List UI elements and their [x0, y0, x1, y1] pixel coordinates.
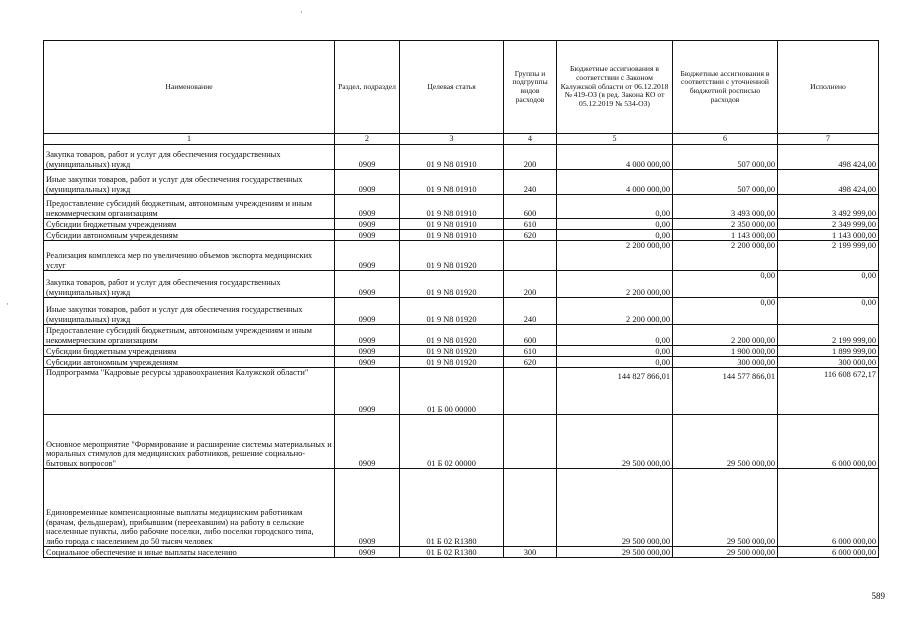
- table-row: [44, 271, 879, 298]
- row-refined-amount: 507 000,00: [673, 145, 778, 170]
- row-executed-amount: 1 899 999,00: [778, 346, 879, 357]
- row-law-amount: 0,00: [557, 195, 673, 219]
- row-refined-amount: 507 000,00: [673, 170, 778, 195]
- column-number: 4: [504, 134, 557, 145]
- row-group: 610: [504, 219, 557, 230]
- row-group: [504, 415, 557, 469]
- table-row: [44, 145, 879, 170]
- row-executed-amount: 300 000,00: [778, 357, 879, 368]
- row-group: 600: [504, 325, 557, 346]
- row-group: 200: [504, 145, 557, 170]
- row-executed-amount: 498 424,00: [778, 170, 879, 195]
- row-group: [504, 368, 557, 415]
- row-group: 300: [504, 547, 557, 558]
- table-row: [44, 195, 879, 219]
- row-name: Предоставление субсидий бюджетным, автономным учреждениям и иным некоммерческим организациям: [44, 195, 335, 219]
- row-name: Единовременные компенсационные выплаты медицинским работникам (врачам, фельдшерам), прибывшим (переехавшим) на работу в сельские населенные пункты, либо рабочие поселки, либо поселки городского типа, либо города с населением до 50 тысяч человек: [44, 469, 335, 547]
- row-name: Закупка товаров, работ и услуг для обеспечения государственных (муниципальных) нужд: [44, 271, 335, 298]
- row-target: 01 9 N8 01920: [400, 346, 504, 357]
- row-law-amount: 144 827 866,01: [557, 368, 673, 415]
- row-section: 0909: [335, 298, 400, 325]
- row-name: Социальное обеспечение и иные выплаты населению: [44, 547, 335, 558]
- row-name: Субсидии бюджетным учреждениям: [44, 219, 335, 230]
- table-row: [44, 170, 879, 195]
- scan-mark: ·: [6, 300, 9, 310]
- row-target: 01 Б 00 00000: [400, 368, 504, 415]
- row-group: 610: [504, 346, 557, 357]
- row-group: [504, 469, 557, 547]
- row-name: Подпрограмма "Кадровые ресурсы здравоохранения Калужской области": [44, 368, 335, 415]
- column-number: 1: [44, 134, 335, 145]
- row-refined-amount: 144 577 866,01: [673, 368, 778, 415]
- row-name: Иные закупки товаров, работ и услуг для обеспечения государственных (муниципальных) нужд: [44, 298, 335, 325]
- row-law-amount: 2 200 000,00: [557, 271, 673, 298]
- row-law-amount: 29 500 000,00: [557, 547, 673, 558]
- budget-table: [43, 40, 879, 558]
- row-target: 01 9 N8 01910: [400, 219, 504, 230]
- header-target: Целевая статья: [400, 41, 504, 134]
- row-target: 01 9 N8 01910: [400, 230, 504, 241]
- column-number: 6: [673, 134, 778, 145]
- table-row: [44, 241, 879, 271]
- row-section: 0909: [335, 415, 400, 469]
- row-refined-amount: 2 350 000,00: [673, 219, 778, 230]
- row-law-amount: 0,00: [557, 219, 673, 230]
- row-refined-amount: 2 200 000,00: [673, 325, 778, 346]
- row-executed-amount: 6 000 000,00: [778, 547, 879, 558]
- row-section: 0909: [335, 230, 400, 241]
- row-section: 0909: [335, 145, 400, 170]
- row-name: Субсидии бюджетным учреждениям: [44, 346, 335, 357]
- column-number: 7: [778, 134, 879, 145]
- row-target: 01 9 N8 01910: [400, 145, 504, 170]
- scan-mark: ·: [300, 8, 303, 18]
- table-row: [44, 415, 879, 469]
- row-section: 0909: [335, 325, 400, 346]
- row-executed-amount: 6 000 000,00: [778, 415, 879, 469]
- row-law-amount: 0,00: [557, 357, 673, 368]
- row-target: 01 9 N8 01920: [400, 298, 504, 325]
- row-refined-amount: 29 500 000,00: [673, 469, 778, 547]
- column-number: 3: [400, 134, 504, 145]
- row-target: 01 Б 02 R1380: [400, 469, 504, 547]
- row-executed-amount: 2 199 999,00: [778, 241, 879, 271]
- row-refined-amount: 29 500 000,00: [673, 415, 778, 469]
- row-section: 0909: [335, 219, 400, 230]
- row-law-amount: 29 500 000,00: [557, 469, 673, 547]
- row-name: Основное мероприятие "Формирование и расширение системы материальных и моральных стимулов для медицинских работников, решение социально-бытовых вопросов": [44, 415, 335, 469]
- row-name: Предоставление субсидий бюджетным, автономным учреждениям и иным некоммерческим организациям: [44, 325, 335, 346]
- header-executed: Исполнено: [778, 41, 879, 134]
- row-section: 0909: [335, 170, 400, 195]
- row-section: 0909: [335, 357, 400, 368]
- row-name: Иные закупки товаров, работ и услуг для обеспечения государственных (муниципальных) нужд: [44, 170, 335, 195]
- row-section: 0909: [335, 346, 400, 357]
- row-law-amount: 4 000 000,00: [557, 170, 673, 195]
- row-target: 01 9 N8 01920: [400, 357, 504, 368]
- row-section: 0909: [335, 547, 400, 558]
- table-row: [44, 357, 879, 368]
- row-refined-amount: 1 900 000,00: [673, 346, 778, 357]
- row-law-amount: 0,00: [557, 346, 673, 357]
- row-executed-amount: 0,00: [778, 271, 879, 298]
- table-row: [44, 219, 879, 230]
- header-group: Группы и подгруппы видов расходов: [504, 41, 557, 134]
- row-section: 0909: [335, 469, 400, 547]
- table-row: [44, 230, 879, 241]
- row-executed-amount: 3 492 999,00: [778, 195, 879, 219]
- header-section: Раздел, подраздел: [335, 41, 400, 134]
- row-refined-amount: 0,00: [673, 271, 778, 298]
- row-group: 620: [504, 357, 557, 368]
- row-executed-amount: 2 199 999,00: [778, 325, 879, 346]
- row-law-amount: 2 200 000,00: [557, 241, 673, 271]
- header-name: Наименование: [44, 41, 335, 134]
- row-refined-amount: 1 143 000,00: [673, 230, 778, 241]
- row-executed-amount: 0,00: [778, 298, 879, 325]
- row-name: Закупка товаров, работ и услуг для обеспечения государственных (муниципальных) нужд: [44, 145, 335, 170]
- row-section: 0909: [335, 241, 400, 271]
- row-refined-amount: 3 493 000,00: [673, 195, 778, 219]
- row-law-amount: 0,00: [557, 230, 673, 241]
- row-target: 01 9 N8 01910: [400, 195, 504, 219]
- row-refined-amount: 0,00: [673, 298, 778, 325]
- row-law-amount: 4 000 000,00: [557, 145, 673, 170]
- row-section: 0909: [335, 271, 400, 298]
- row-name: Субсидии автономным учреждениям: [44, 230, 335, 241]
- row-target: 01 9 N8 01920: [400, 241, 504, 271]
- column-number: 5: [557, 134, 673, 145]
- table-row: [44, 469, 879, 547]
- row-group: [504, 241, 557, 271]
- row-refined-amount: 29 500 000,00: [673, 547, 778, 558]
- row-refined-amount: 2 200 000,00: [673, 241, 778, 271]
- row-executed-amount: 2 349 999,00: [778, 219, 879, 230]
- row-target: 01 Б 02 R1380: [400, 547, 504, 558]
- page-number: 589: [871, 591, 885, 601]
- row-section: 0909: [335, 195, 400, 219]
- row-group: 620: [504, 230, 557, 241]
- row-group: 240: [504, 170, 557, 195]
- row-target: 01 9 N8 01910: [400, 170, 504, 195]
- row-group: 240: [504, 298, 557, 325]
- row-executed-amount: 6 000 000,00: [778, 469, 879, 547]
- table-row: [44, 298, 879, 325]
- row-group: 200: [504, 271, 557, 298]
- row-executed-amount: 116 608 672,17: [778, 368, 879, 415]
- row-law-amount: 0,00: [557, 325, 673, 346]
- table-row: [44, 346, 879, 357]
- row-section: 0909: [335, 368, 400, 415]
- row-target: 01 9 N8 01920: [400, 325, 504, 346]
- column-number: 2: [335, 134, 400, 145]
- row-executed-amount: 1 143 000,00: [778, 230, 879, 241]
- row-target: 01 Б 02 00000: [400, 415, 504, 469]
- table-row: [44, 547, 879, 558]
- row-group: 600: [504, 195, 557, 219]
- header-refined: Бюджетные ассигнования в соответствии с уточненной бюджетной росписью расходов: [673, 41, 778, 134]
- table-row: [44, 368, 879, 415]
- table-row: [44, 325, 879, 346]
- row-law-amount: 29 500 000,00: [557, 415, 673, 469]
- row-name: Субсидии автономным учреждениям: [44, 357, 335, 368]
- row-executed-amount: 498 424,00: [778, 145, 879, 170]
- row-refined-amount: 300 000,00: [673, 357, 778, 368]
- row-law-amount: 2 200 000,00: [557, 298, 673, 325]
- header-law: Бюджетные ассигнования в соответствии с Законом Калужской области от 06.12.2018 № 419-ОЗ (в ред. Закона КО от 05.12.2019 № 534-ОЗ): [557, 41, 673, 134]
- row-target: 01 9 N8 01920: [400, 271, 504, 298]
- row-name: Реализация комплекса мер по увеличению объемов экспорта медицинских услуг: [44, 241, 335, 271]
